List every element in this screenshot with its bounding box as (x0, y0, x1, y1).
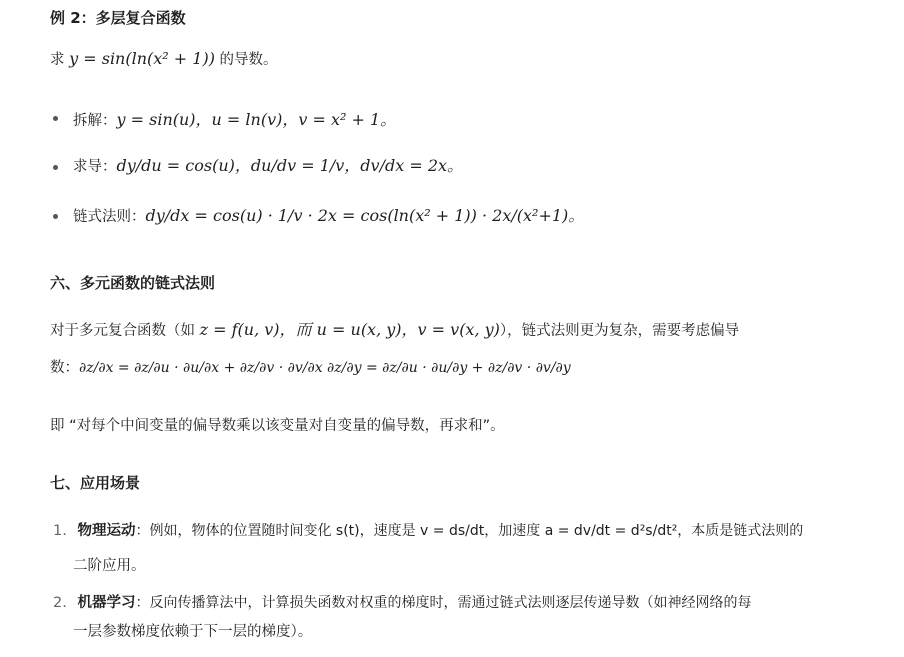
paragraph-expression: z = f(u, v)，而 u = u(x, y)，v = v(x, y) (199, 320, 500, 339)
section-6-paragraph-line2 (50, 356, 571, 377)
app-item-physics (53, 519, 803, 540)
app-item-ml-cont: 一层参数梯度依赖于下一层的梯度）。 (73, 624, 313, 640)
bullet-dot (53, 116, 58, 121)
paragraph-text: 对于多元复合函数（如 (50, 323, 200, 339)
section-6-note: 即 “对每个中间变量的偏导数乘以该变量对自变量的偏导数，再求和”。 (50, 418, 505, 434)
app-item-physics-cont: 二阶应用。 (73, 558, 146, 574)
bullet-label: 求导： (73, 159, 117, 175)
bullet-chain-rule (73, 203, 584, 226)
intro-expression: y = sin(ln(x² + 1)) (69, 49, 215, 68)
bullet-dot (53, 214, 58, 219)
list-number: 1. (53, 523, 67, 539)
app-label: 机器学习 (77, 595, 136, 611)
list-number: 2. (53, 595, 67, 611)
bullet-derivatives (73, 153, 463, 176)
paragraph-text: 数： (50, 360, 79, 376)
example-2-intro (50, 48, 278, 69)
bullet-label: 拆解： (73, 113, 117, 129)
app-label: 物理运动 (77, 523, 136, 539)
example-2-title: 例 2：多层复合函数 (50, 9, 186, 27)
section-6-title: 六、多元函数的链式法则 (50, 274, 216, 292)
app-text: ：例如，物体的位置随时间变化 s(t)，速度是 v = ds/dt，加速度 a = dv/dt = d²s/dt²，本质是链式法则的 (135, 523, 804, 539)
bullet-label: 链式法则： (73, 209, 146, 225)
intro-prefix: 求 (50, 52, 70, 68)
bullet-dot (53, 165, 58, 170)
bullet-expression: dy/dx = cos(u) · 1/v · 2x = cos(ln(x² + 1)) · 2x/(x²+1)。 (145, 206, 585, 225)
bullet-expression: dy/du = cos(u)，du/dv = 1/v，dv/dx = 2x。 (116, 156, 464, 175)
app-text: ：反向传播算法中，计算损失函数对权重的梯度时，需通过链式法则逐层传递导数（如神经网络的每 (135, 595, 752, 611)
app-item-ml (53, 591, 751, 612)
section-6-paragraph-line1 (50, 317, 739, 340)
intro-suffix: 的导数。 (214, 52, 278, 68)
partial-derivative-formula: ∂z/∂x = ∂z/∂u · ∂u/∂x + ∂z/∂v · ∂v/∂x ∂z/∂y = ∂z/∂u · ∂u/∂y + ∂z/∂v · ∂v/∂y (79, 360, 571, 376)
section-7-title: 七、应用场景 (50, 474, 141, 492)
bullet-decompose (73, 107, 396, 130)
paragraph-text: ），链式法则更为复杂，需要考虑偏导 (499, 323, 740, 339)
bullet-expression: y = sin(u)，u = ln(v)，v = x² + 1。 (116, 110, 397, 129)
